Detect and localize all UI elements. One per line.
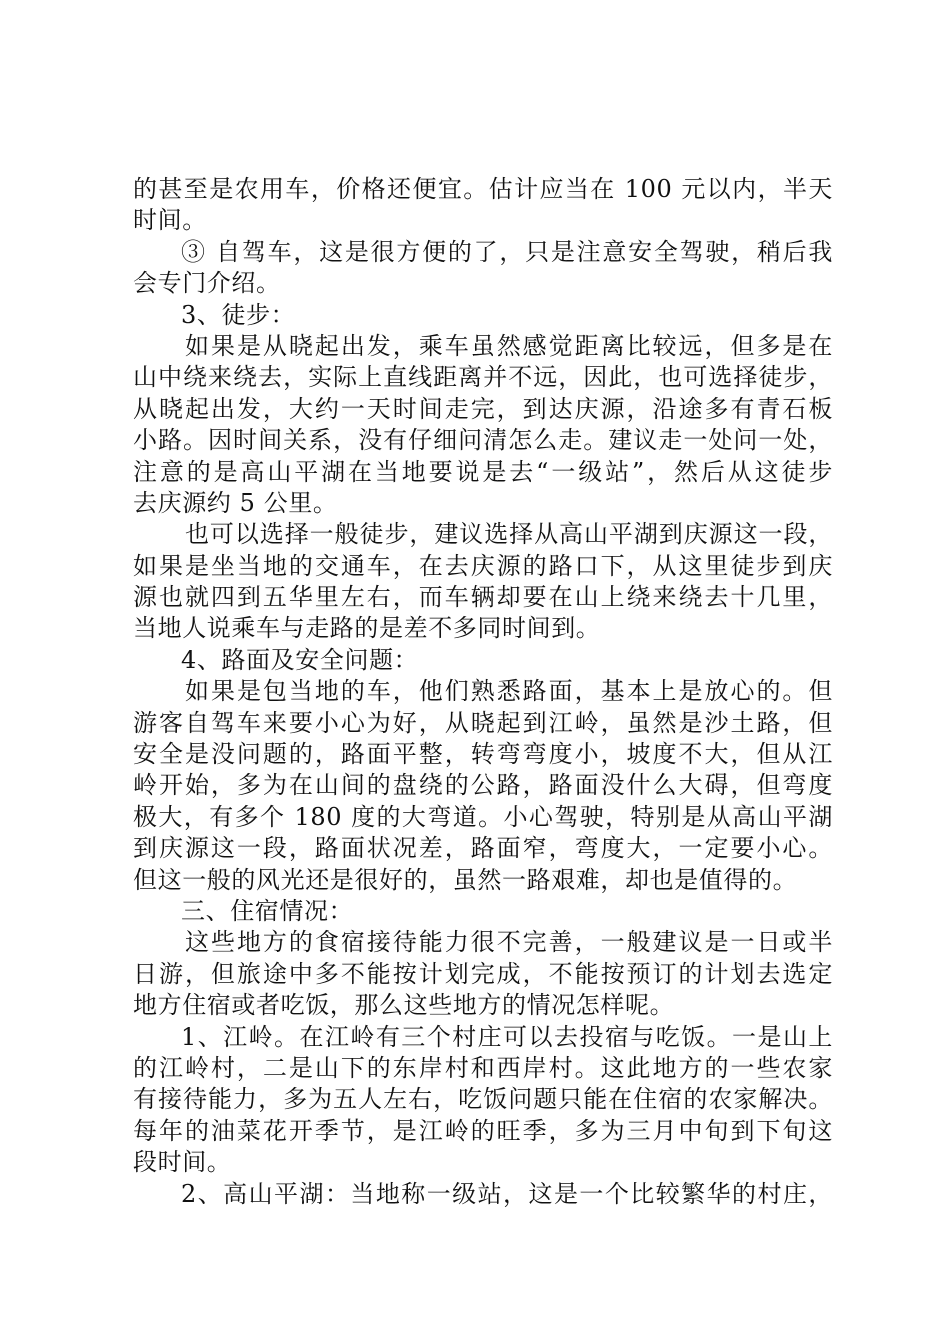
section-heading: 4、路面及安全问题： — [181, 645, 419, 674]
text-line: 段时间。 — [133, 1148, 232, 1177]
text-line: 如果是坐当地的交通车，在去庆源的路口下，从这里徒步到庆 — [133, 551, 833, 580]
text-line: 地方住宿或者吃饭，那么这些地方的情况怎样呢。 — [133, 991, 675, 1020]
text-line: 安全是没问题的，路面平整，转弯弯度小，坡度不大，但从江 — [133, 740, 833, 769]
text-line: 如果是包当地的车，他们熟悉路面，基本上是放心的。但 — [185, 677, 833, 706]
section-heading: 3、徒步： — [181, 300, 296, 329]
text-line: 当地人说乘车与走路的是差不多同时间到。 — [133, 614, 601, 643]
text-line: 源也就四到五华里左右，而车辆却要在山上绕来绕去十几里， — [133, 583, 833, 612]
text-line: 1、江岭。在江岭有三个村庄可以去投宿与吃饭。一是山上 — [181, 1022, 833, 1051]
text-line: 小路。因时间关系，没有仔细问清怎么走。建议走一处问一处， — [133, 426, 833, 455]
text-line: 日游，但旅途中多不能按计划完成，不能按预订的计划去选定 — [133, 959, 833, 988]
text-line: 去庆源约 5 公里。 — [133, 488, 338, 517]
text-line: 2、高山平湖：当地称一级站，这是一个比较繁华的村庄， — [181, 1179, 833, 1208]
text-line: 如果是从晓起出发，乘车虽然感觉距离比较远，但多是在 — [185, 331, 833, 360]
text-line: 这些地方的食宿接待能力很不完善，一般建议是一日或半 — [185, 928, 833, 957]
text-line: ③ 自驾车，这是很方便的了，只是注意安全驾驶，稍后我 — [181, 237, 833, 266]
text-line: 岭开始，多为在山间的盘绕的公路，路面没什么大碍，但弯度 — [133, 771, 833, 800]
section-heading: 三、住宿情况： — [181, 896, 354, 925]
text-line: 注意的是高山平湖在当地要说是去“一级站”，然后从这徒步 — [133, 457, 833, 486]
text-line: 到庆源这一段，路面状况差，路面窄，弯度大，一定要小心。 — [133, 834, 833, 863]
text-line: 也可以选择一般徒步，建议选择从高山平湖到庆源这一段， — [185, 520, 833, 549]
text-line: 的江岭村，二是山下的东岸村和西岸村。这此地方的一些农家 — [133, 1053, 833, 1082]
text-line: 每年的油菜花开季节，是江岭的旺季，多为三月中旬到下旬这 — [133, 1116, 833, 1145]
text-line: 但这一般的风光还是很好的，虽然一路艰难，却也是值得的。 — [133, 865, 798, 894]
text-line: 极大，有多个 180 度的大弯道。小心驾驶，特别是从高山平湖 — [133, 802, 833, 831]
text-line: 时间。 — [133, 206, 207, 235]
text-line: 从晓起出发，大约一天时间走完，到达庆源，沿途多有青石板 — [133, 394, 833, 423]
text-line: 有接待能力，多为五人左右，吃饭问题只能在住宿的农家解决。 — [133, 1085, 833, 1114]
text-line: 的甚至是农用车，价格还便宜。估计应当在 100 元以内，半天 — [133, 175, 833, 203]
text-line: 山中绕来绕去，实际上直线距离并不远，因此，也可选择徒步， — [133, 363, 833, 392]
text-line: 游客自驾车来要小心为好，从晓起到江岭，虽然是沙土路，但 — [133, 708, 833, 737]
document-body — [133, 174, 833, 1210]
text-line: 会专门介绍。 — [133, 269, 281, 298]
